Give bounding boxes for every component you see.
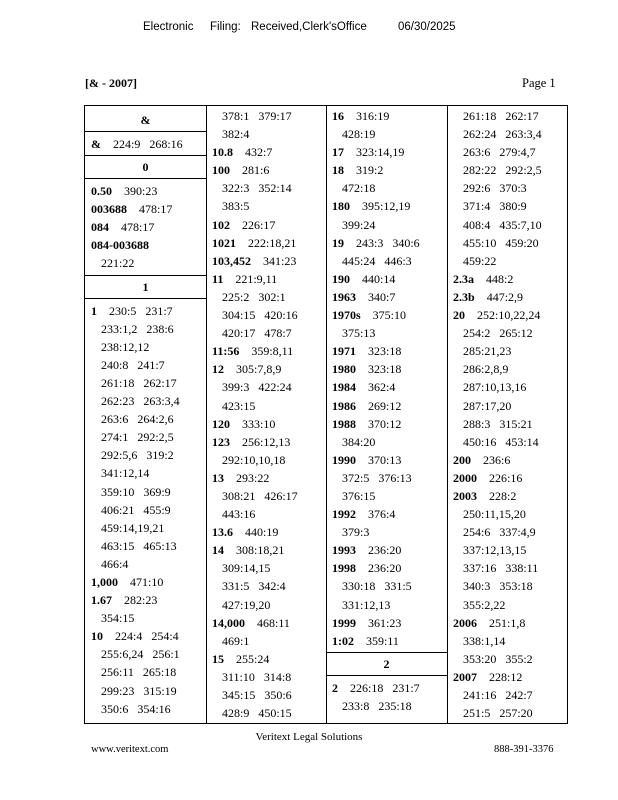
index-term: 2007 [453,669,477,684]
index-term: 180 [332,199,350,214]
index-continuation: 233:8 235:18 [342,698,412,713]
index-continuation: 250:11,15,20 [463,507,526,522]
index-entry [326,451,447,469]
index-term: 102 [212,217,230,232]
index-continuation: 354:15 [101,611,135,626]
index-term: 1986 [332,398,356,413]
index-continuation: 221:22 [101,256,135,271]
filing-electronic: Electronic [143,21,194,33]
index-continuation: 459:14,19,21 [101,520,165,535]
index-continuation: 472:18 [342,181,376,196]
index-term: 15 [212,651,224,666]
index-continuation: 251:5 257:20 [463,706,533,721]
index-continuation: 263:6 279:4,7 [463,145,536,160]
index-continuation: 350:6 354:16 [101,701,171,716]
index-refs: 256:12,13 [242,434,291,449]
index-term: 2.3b [453,289,475,304]
index-continuation: 338:1,14 [463,633,506,648]
index-entry [326,360,447,378]
index-continuation: 384:20 [342,434,376,449]
index-refs: 375:10 [372,308,407,323]
index-term: 100 [212,163,230,178]
index-term: 1980 [332,362,356,377]
index-term: 1988 [332,416,356,431]
index-term: 1:02 [332,633,354,648]
index-continuation: 455:10 459:20 [463,235,539,250]
index-continuation: 428:9 450:15 [222,706,292,721]
index-refs: 478:17 [139,202,173,217]
index-term: 11 [212,271,224,286]
index-entry [326,541,447,559]
index-entry [85,135,206,153]
index-continuation: 383:5 [222,199,250,214]
index-continuation: 399:24 [342,217,376,232]
index-refs: 323:18 [368,362,402,377]
index-term: 1 [91,303,97,318]
section-header: & [85,109,206,132]
index-entry [326,614,447,632]
index-term: 13 [212,470,224,485]
index-continuation: 261:18 262:17 [101,375,177,390]
index-entry [326,306,447,324]
filing-date: 06/30/2025 [398,21,456,33]
index-term: 2000 [453,470,477,485]
index-entry [206,143,326,161]
index-refs: 333:10 [242,416,276,431]
index-term: 1971 [332,344,356,359]
index-continuation: 378:1 379:17 [222,109,292,123]
index-continuation: 353:20 355:2 [463,651,533,666]
index-entry [85,302,206,320]
index-term: 20 [453,308,465,323]
index-refs: 251:1,8 [489,615,526,630]
index-continuation: 359:10 369:9 [101,484,171,499]
index-entry [206,234,326,252]
index-term: 123 [212,434,230,449]
index-term: 19 [332,235,344,250]
index-entry [447,451,568,469]
index-continuation: 255:6,24 256:1 [101,647,180,662]
index-refs: 376:4 [368,507,396,522]
index-entry [326,378,447,396]
index-entry [85,218,206,236]
index-term: 084-003688 [91,238,149,253]
index-continuation: 241:16 242:7 [463,688,533,702]
index-refs: 236:20 [368,561,402,576]
page-label: Page 1 [522,76,556,90]
index-entry [447,306,568,324]
index-continuation: 341:12,14 [101,466,150,481]
index-refs: 316:19 [356,109,390,123]
index-continuation: 261:18 262:17 [463,109,539,123]
index-entry [447,614,568,632]
footer-phone: 888-391-3376 [494,744,554,755]
index-entry [326,270,447,288]
index-refs: 395:12,19 [362,199,411,214]
index-continuation: 337:12,13,15 [463,543,527,558]
index-refs: 230:5 231:7 [109,303,173,318]
index-term: 200 [453,452,471,467]
index-entry [447,668,568,686]
index-entry [206,161,326,179]
index-continuation: 372:5 376:13 [342,470,412,485]
index-continuation: 256:11 265:18 [101,665,177,680]
index-refs: 448:2 [486,271,514,286]
index-term: 2.3a [453,271,474,286]
index-term: 1984 [332,380,356,395]
index-continuation: 443:16 [222,507,256,522]
index-term: 11:56 [212,344,240,359]
index-entry [85,573,206,591]
index-refs: 236:6 [483,452,511,467]
index-refs: 228:2 [489,488,517,503]
index-entry [447,288,568,306]
index-entry [326,161,447,179]
index-continuation: 331:5 342:4 [222,579,286,594]
index-continuation: 309:14,15 [222,561,271,576]
index-term: 103,452 [212,253,251,268]
index-continuation: 382:4 [222,127,250,142]
index-entry [206,433,326,451]
index-entry [206,523,326,541]
index-entry [206,541,326,559]
index-refs: 269:12 [368,398,402,413]
index-refs: 361:23 [368,615,402,630]
index-entry [326,288,447,306]
index-entry [85,627,206,645]
index-entry [326,679,447,697]
index-refs: 359:8,11 [251,344,294,359]
index-continuation: 420:17 478:7 [222,326,292,341]
index-entry [206,415,326,433]
index-refs: 282:23 [124,593,158,608]
index-continuation: 408:4 435:7,10 [463,217,542,232]
index-continuation: 399:3 422:24 [222,380,292,395]
index-continuation: 254:2 265:12 [463,326,533,341]
index-refs: 293:22 [236,470,270,485]
index-entry [326,397,447,415]
index-term: 1963 [332,289,356,304]
index-refs: 359:11 [366,633,399,648]
index-continuation: 233:1,2 238:6 [101,321,174,336]
index-term: 14 [212,543,224,558]
index-term: 2003 [453,488,477,503]
index-term: 1999 [332,615,356,630]
index-term: 0.50 [91,184,112,199]
index-continuation: 292:6 370:3 [463,181,527,196]
index-continuation: 311:10 314:8 [222,669,292,684]
filing-received: Received,Clerk'sOffice [251,21,367,33]
index-term: 1993 [332,543,356,558]
index-term: 2 [332,680,338,695]
index-continuation: 355:2,22 [463,597,506,612]
index-continuation: 379:3 [342,525,370,540]
index-continuation: 240:8 241:7 [101,357,165,372]
index-range: [& - 2007] [85,76,137,90]
index-entry [326,197,447,215]
index-term: 2006 [453,615,477,630]
index-term: 1998 [332,561,356,576]
index-continuation: 469:1 [222,633,250,648]
index-entry [447,270,568,288]
index-continuation: 330:18 331:5 [342,579,412,594]
index-refs: 440:14 [362,271,396,286]
index-continuation: 427:19,20 [222,597,271,612]
word-index-grid [84,105,568,724]
index-refs: 226:18 231:7 [350,680,420,695]
index-refs: 319:2 [356,163,384,178]
index-term: 1021 [212,235,236,250]
index-refs: 224:9 268:16 [113,137,183,151]
index-continuation: 288:3 315:21 [463,416,533,431]
filing-label: Filing: [210,21,241,33]
index-entry [326,559,447,577]
index-column-1 [85,106,207,723]
index-continuation: 423:15 [222,398,256,413]
index-term: 10 [91,629,103,644]
index-refs: 340:7 [368,289,396,304]
index-entry [326,342,447,360]
index-refs: 323:18 [368,344,402,359]
index-entry [206,469,326,487]
index-term: 190 [332,271,350,286]
index-entry [206,252,326,270]
index-refs: 323:14,19 [356,145,405,160]
index-entry [206,650,326,668]
index-entry [326,234,447,252]
index-entry [85,200,206,218]
index-continuation: 308:21 426:17 [222,488,298,503]
index-term: 1.67 [91,593,112,608]
index-refs: 432:7 [245,145,273,160]
index-term: 12 [212,362,224,377]
index-term: 1970s [332,308,361,323]
index-term: 1990 [332,452,356,467]
index-refs: 362:4 [368,380,396,395]
index-refs: 236:20 [368,543,402,558]
index-continuation: 463:15 465:13 [101,538,177,553]
index-entry [206,614,326,632]
index-entry [85,236,206,254]
index-entry [85,182,206,200]
index-term: 10.8 [212,145,233,160]
index-continuation: 322:3 352:14 [222,181,292,196]
index-term: 1,000 [91,574,118,589]
index-term: & [91,137,101,151]
index-continuation: 450:16 453:14 [463,434,539,449]
index-entry [326,107,447,125]
index-refs: 447:2,9 [486,289,524,304]
index-refs: 222:18,21 [248,235,297,250]
index-refs: 308:18,21 [236,543,285,558]
filing-header [0,21,618,37]
index-refs: 243:3 340:6 [356,235,420,250]
index-refs: 440:19 [245,525,279,540]
index-refs: 226:16 [489,470,523,485]
index-refs: 252:10,22,24 [477,308,541,323]
index-continuation: 238:12,12 [101,339,150,354]
index-continuation: 428:19 [342,127,376,142]
index-continuation: 376:15 [342,488,376,503]
index-refs: 370:13 [368,452,402,467]
index-term: 17 [332,145,344,160]
index-entry [326,415,447,433]
index-continuation: 375:13 [342,326,376,341]
index-term: 14,000 [212,615,245,630]
index-continuation: 331:12,13 [342,597,391,612]
index-entry [326,143,447,161]
index-term: 18 [332,163,344,178]
index-entry [326,505,447,523]
index-continuation: 225:2 302:1 [222,289,286,304]
index-continuation: 459:22 [463,253,497,268]
index-continuation: 254:6 337:4,9 [463,525,536,540]
index-term: 003688 [91,202,127,217]
index-entry [447,487,568,505]
footer-company: Veritext Legal Solutions [255,731,363,743]
index-continuation: 304:15 420:16 [222,308,298,323]
index-continuation: 406:21 455:9 [101,502,171,517]
index-entry [326,632,447,650]
index-refs: 471:10 [130,574,164,589]
index-entry [447,469,568,487]
section-header: 0 [85,155,206,179]
index-entry [206,360,326,378]
index-refs: 478:17 [121,220,155,235]
index-term: 1992 [332,507,356,522]
index-term: 13.6 [212,525,233,540]
index-term: 084 [91,220,109,235]
section-header: 1 [85,275,206,299]
index-refs: 468:11 [257,615,290,630]
index-term: 120 [212,416,230,431]
index-entry [206,270,326,288]
index-column-2 [206,106,327,723]
section-header: 2 [326,652,447,676]
index-refs: 255:24 [236,651,270,666]
index-continuation: 371:4 380:9 [463,199,527,214]
index-entry [206,342,326,360]
index-continuation: 292:10,10,18 [222,452,286,467]
index-continuation: 287:17,20 [463,398,512,413]
index-continuation: 286:2,8,9 [463,362,509,377]
index-refs: 370:12 [368,416,402,431]
index-term: 16 [332,109,344,123]
index-column-3 [326,106,448,723]
index-continuation: 274:1 292:2,5 [101,430,174,445]
index-refs: 226:17 [242,217,276,232]
index-continuation: 337:16 338:11 [463,561,539,576]
index-continuation: 345:15 350:6 [222,688,292,702]
index-continuation: 466:4 [101,556,129,571]
index-continuation: 299:23 315:19 [101,683,177,698]
index-continuation: 287:10,13,16 [463,380,527,395]
index-continuation: 262:24 263:3,4 [463,127,542,142]
index-refs: 281:6 [242,163,270,178]
footer-website: www.veritext.com [91,744,169,755]
index-refs: 221:9,11 [235,271,278,286]
index-continuation: 285:21,23 [463,344,512,359]
index-refs: 224:4 254:4 [115,629,179,644]
index-continuation: 262:23 263:3,4 [101,394,180,409]
index-refs: 305:7,8,9 [236,362,282,377]
index-entry [206,216,326,234]
index-continuation: 340:3 353:18 [463,579,533,594]
index-column-4 [447,106,568,723]
index-refs: 341:23 [263,253,297,268]
index-continuation: 263:6 264:2,6 [101,412,174,427]
index-continuation: 292:5,6 319:2 [101,448,174,463]
index-refs: 228:12 [489,669,523,684]
index-entry [85,591,206,609]
index-refs: 390:23 [124,184,158,199]
index-continuation: 282:22 292:2,5 [463,163,542,178]
index-continuation: 445:24 446:3 [342,253,412,268]
